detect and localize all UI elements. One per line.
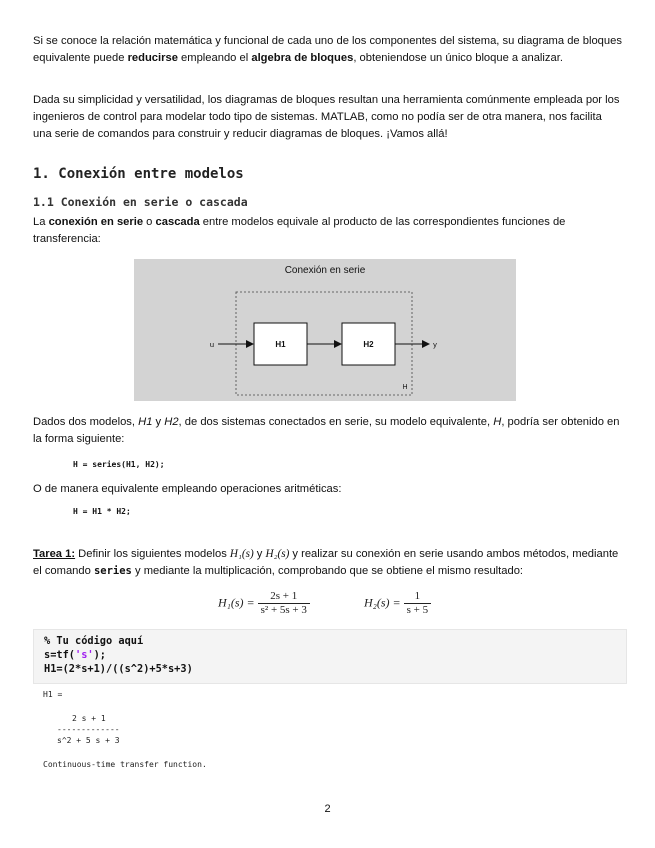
page-number: 2 (324, 803, 331, 815)
formula-h1: H₁(s) = $\frac{2s + 1}{\text{s² + 5s + 3}}$ (218, 590, 310, 617)
formula-h2: H₂(s) = $\frac{1}{s + 5}$ (364, 590, 431, 617)
code-line-h1[interactable]: H1=(2*s+1)/((s^2)+5*s+3) (44, 663, 193, 675)
output-numerator: 2 s + 1 (72, 714, 106, 723)
input-label-u: u (209, 340, 215, 349)
code-comment-line[interactable]: % Tu código aquí (44, 635, 144, 647)
block-h1-label: H1 (275, 340, 286, 349)
arithmetic-paragraph: O de manera equivalente empleando operaciones aritméticas: (33, 483, 342, 495)
block-h2-label: H2 (363, 340, 374, 349)
output-variable: H1 = (43, 690, 63, 699)
task-1-paragraph: Tarea 1: Definir los siguientes modelos H₁(s) y H₂(s) y realizar su conexión en serie usando ambos métodos, mediante el comando series y mediante la multiplicación, comprobando que se obtiene el mismo resultado: (33, 548, 619, 577)
output-fraction-bar: ------------- (57, 725, 120, 734)
code-editor-cell[interactable] (33, 629, 627, 684)
code-series-example: H = series(H1, H2); (73, 460, 165, 469)
code-multiply-example: H = H1 * H2; (73, 507, 131, 516)
output-label-y: y (433, 340, 437, 349)
code-line-tf[interactable]: s=tf('s'); (44, 649, 107, 661)
intro-paragraph-1: Si se conoce la relación matemática y funcional de cada uno de los componentes del sistema, su diagrama de bloques equivalente puede reducirse empleando el algebra de bloques, obteniendose un único bloque a analizar. (33, 35, 622, 64)
section-heading: 1. Conexión entre modelos (33, 166, 244, 182)
output-denominator: s^2 + 5 s + 3 (57, 736, 120, 745)
output-note: Continuous-time transfer function. (43, 760, 207, 769)
series-block-diagram (134, 259, 516, 401)
equivalent-model-paragraph: Dados dos modelos, H1 y H2, de dos sistemas conectados en serie, su modelo equivalente, H, podría ser obtenido en la forma siguiente: (33, 416, 620, 445)
diagram-title: Conexión en serie (284, 265, 366, 276)
subsection-heading: 1.1 Conexión en serie o cascada (33, 195, 248, 209)
equivalent-model-label: H (402, 384, 408, 391)
intro-paragraph-2: Dada su simplicidad y versatilidad, los diagramas de bloques resultan una herramienta comúnmente empleada por los ingenieros de control para modelar todo tipo de sistemas. MATLAB, como no podía ser de otra manera, nos facilita una serie de comandos para construir y reducir diagramas de bloques. ¡Vamos allá! (33, 94, 620, 140)
task-label: Tarea 1: (33, 548, 76, 560)
series-definition-paragraph: La conexión en serie o cascada entre modelos equivale al producto de las correspondientes funciones de transferencia: (33, 216, 566, 245)
block-diagram-svg (134, 259, 516, 401)
